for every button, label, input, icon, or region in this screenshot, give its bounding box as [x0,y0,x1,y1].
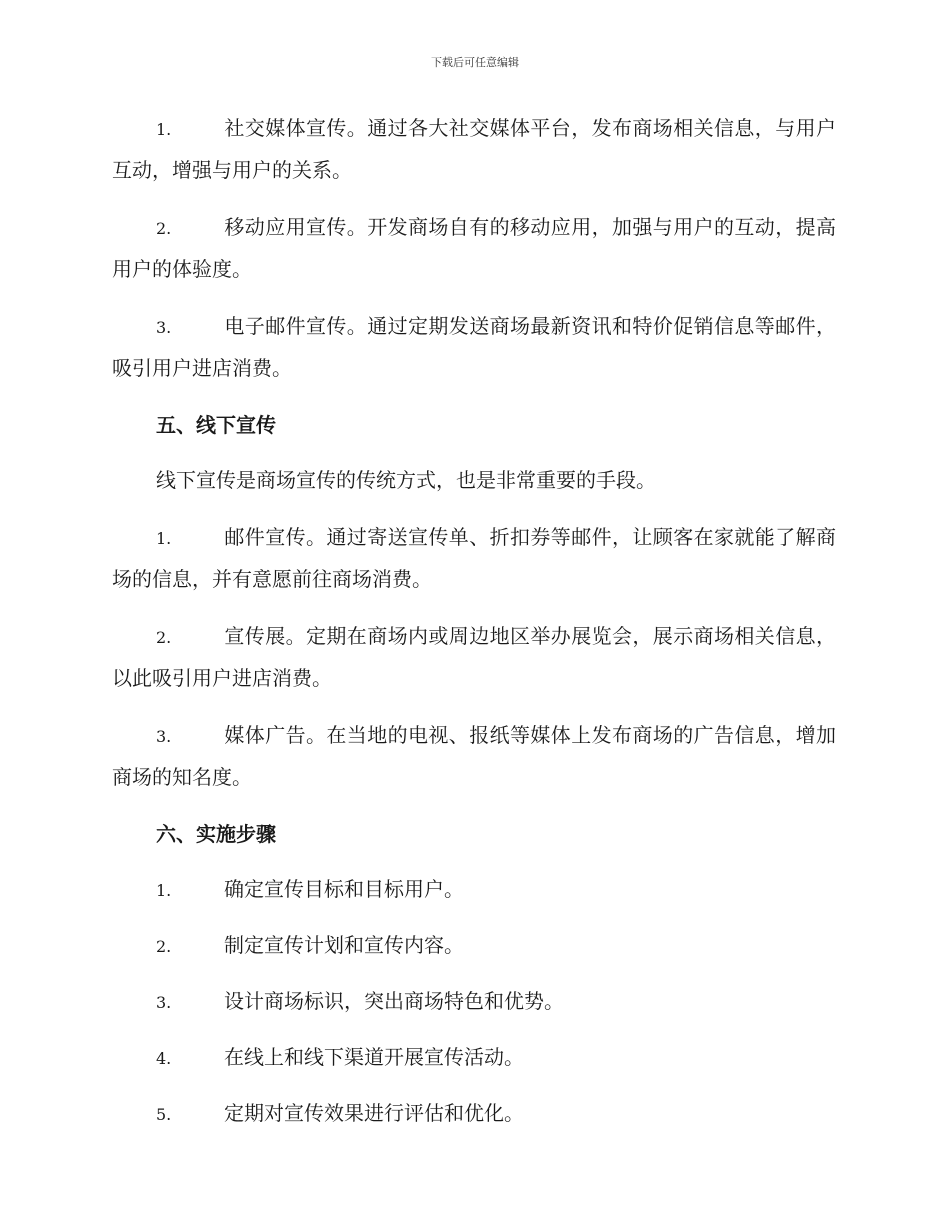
step-number: 3. [156,993,172,1012]
step-number: 2. [156,937,172,956]
list-item-offline-2 [112,616,836,699]
list-number: 1. [156,529,172,548]
list-number: 3. [156,318,172,337]
step-item-2 [112,925,836,967]
step-item-5 [112,1093,836,1135]
list-number: 3. [156,727,172,746]
list-item-online-3 [112,306,836,389]
list-number: 2. [156,219,172,238]
step-text: 定期对宣传效果进行评估和优化。 [224,1101,524,1125]
list-text: 邮件宣传。通过寄送宣传单、折扣券等邮件，让顾客在家就能了解商场的信息，并有意愿前往商场消费。 [112,525,836,591]
section-heading-offline: 五、线下宣传 [156,413,276,437]
list-item-online-1 [112,108,836,191]
section-heading-steps: 六、实施步骤 [156,822,276,846]
document-body [112,108,836,1149]
step-text: 在线上和线下渠道开展宣传活动。 [224,1045,524,1069]
list-number: 1. [156,120,172,139]
step-item-3 [112,981,836,1023]
step-number: 5. [156,1105,172,1124]
list-item-offline-1 [112,517,836,600]
list-text: 社交媒体宣传。通过各大社交媒体平台，发布商场相关信息，与用户互动，增强与用户的关系。 [112,116,836,182]
list-item-online-2 [112,207,836,290]
list-text: 电子邮件宣传。通过定期发送商场最新资讯和特价促销信息等邮件，吸引用户进店消费。 [112,314,836,380]
step-text: 制定宣传计划和宣传内容。 [224,933,464,957]
list-item-offline-3 [112,715,836,798]
step-number: 1. [156,881,172,900]
section-intro-offline: 线下宣传是商场宣传的传统方式，也是非常重要的手段。 [156,468,656,492]
page-header: 下载后可任意编辑 [431,56,519,69]
step-number: 4. [156,1049,172,1068]
list-number: 2. [156,628,172,647]
step-item-4 [112,1037,836,1079]
list-text: 宣传展。定期在商场内或周边地区举办展览会，展示商场相关信息，以此吸引用户进店消费。 [112,624,836,690]
step-item-1 [112,869,836,911]
list-text: 媒体广告。在当地的电视、报纸等媒体上发布商场的广告信息，增加商场的知名度。 [112,723,836,789]
step-text: 确定宣传目标和目标用户。 [224,877,464,901]
step-text: 设计商场标识，突出商场特色和优势。 [224,989,564,1013]
list-text: 移动应用宣传。开发商场自有的移动应用，加强与用户的互动，提高用户的体验度。 [112,215,836,281]
